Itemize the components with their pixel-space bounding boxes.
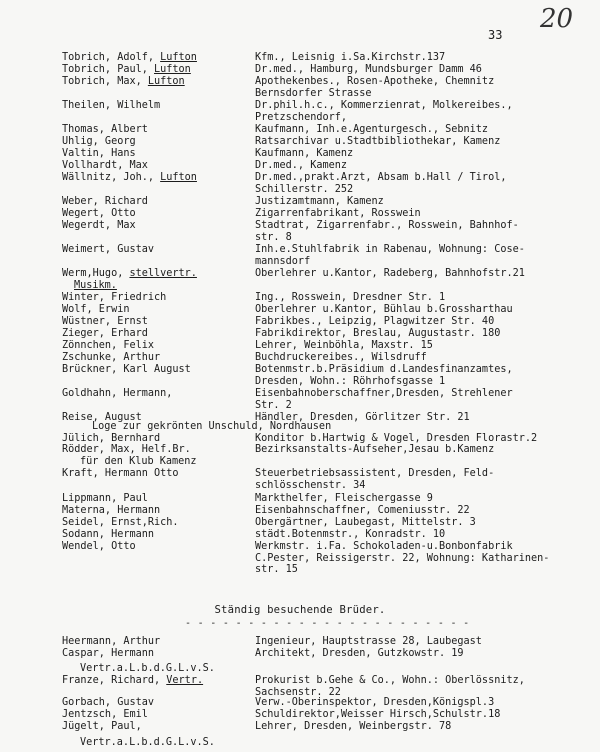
member-name <box>62 328 247 340</box>
detail-line: Buchdruckereibes., Wilsdruff <box>255 352 427 363</box>
member-name-text: Heermann, Arthur <box>62 636 161 647</box>
detail-line: Obergärtner, Laubegast, Mittelstr. 3 <box>255 517 476 528</box>
member-name-text: Seidel, Ernst,Rich. <box>62 517 179 528</box>
member-details <box>255 244 595 267</box>
member-details <box>255 268 595 280</box>
detail-line: Lehrer, Dresden, Weinbergstr. 78 <box>255 721 452 732</box>
member-name-text: Theilen, Wilhelm <box>62 100 161 111</box>
member-name-text: Zieger, Erhard <box>62 328 148 339</box>
member-name-text: Reise, August <box>62 412 142 423</box>
detail-line: str. 15 <box>255 564 298 576</box>
member-details <box>255 709 595 721</box>
detail-line: Bezirksanstalts-Aufseher,Jesau b.Kamenz <box>255 444 495 455</box>
member-details <box>255 352 595 364</box>
member-name <box>62 364 247 376</box>
member-name-text: Uhlig, Georg <box>62 136 136 147</box>
member-name <box>62 304 247 316</box>
detail-line: städt.Botenmstr., Konradstr. 10 <box>255 529 446 540</box>
member-name <box>62 292 247 304</box>
member-name-text: Brückner, Karl August <box>62 364 191 375</box>
club-note: für den Klub Kamenz <box>80 456 197 467</box>
member-title-underlined: Lufton <box>160 52 197 63</box>
member-name-text: Lippmann, Paul <box>62 493 148 504</box>
member-details <box>255 160 595 172</box>
member-details <box>255 493 595 505</box>
detail-line: Architekt, Dresden, Gutzkowstr. 19 <box>255 648 464 659</box>
detail-line: Oberlehrer u.Kantor, Bühlau b.Grossharthau <box>255 304 513 315</box>
detail-line: Konditor b.Hartwig & Vogel, Dresden Florastr.2 <box>255 433 538 444</box>
detail-line: Zigarrenfabrikant, Rosswein <box>255 208 421 219</box>
member-name <box>62 148 247 160</box>
member-name <box>62 76 247 88</box>
detail-line: Dr.med., Kamenz <box>255 160 348 171</box>
member-name <box>62 468 247 480</box>
member-name <box>62 136 247 148</box>
detail-line: Inh.e.Stuhlfabrik in Rabenau, Wohnung: Cose- <box>255 244 525 255</box>
member-details <box>255 505 595 517</box>
detail-line: Sachsenstr. 22 <box>255 686 341 698</box>
member-name <box>62 208 247 220</box>
detail-line: Werkmstr. i.Fa. Schokoladen-u.Bonbonfabrik <box>255 541 513 552</box>
member-details <box>255 388 595 411</box>
detail-line: C.Pester, Reissigerstr. 22, Wohnung: Katharinen- <box>255 552 550 564</box>
member-name <box>62 352 247 364</box>
member-name <box>62 697 247 709</box>
detail-line: Justizamtmann, Kamenz <box>255 196 384 207</box>
detail-line: Schuldirektor,Weisser Hirsch,Schulstr.18 <box>255 709 501 720</box>
member-details <box>255 648 595 660</box>
detail-line: Fabrikbes., Leipzig, Plagwitzer Str. 40 <box>255 316 495 327</box>
member-name <box>62 541 247 553</box>
detail-line: Verw.-Oberinspektor, Dresden,Königspl.3 <box>255 697 495 708</box>
member-name <box>62 124 247 136</box>
detail-line: Markthelfer, Fleischergasse 9 <box>255 493 433 504</box>
member-name-text: Wendel, Otto <box>62 541 136 552</box>
member-details <box>255 636 595 648</box>
member-name <box>62 52 247 64</box>
detail-line: str. 8 <box>255 231 292 243</box>
detail-line: Ratsarchivar u.Stadtbibliothekar, Kamenz <box>255 136 501 147</box>
member-name-text: Wegerdt, Max <box>62 220 136 231</box>
detail-line: Eisenbahnschaffner, Comeniusstr. 22 <box>255 505 470 516</box>
representative-note: Vertr.a.L.b.d.G.L.v.S. <box>80 737 215 748</box>
member-name-text: Wüstner, Ernst <box>62 316 148 327</box>
member-name-text: Sodann, Hermann <box>62 529 155 540</box>
member-title-underlined: Lufton <box>160 172 197 183</box>
member-name <box>62 709 247 721</box>
detail-line: Lehrer, Weinböhla, Maxstr. 15 <box>255 340 433 351</box>
member-name-text: Thomas, Albert <box>62 124 148 135</box>
member-title-underlined: Musikm. <box>74 279 117 291</box>
page-number: 33 <box>488 28 503 42</box>
member-name <box>62 648 247 660</box>
member-details <box>255 76 595 99</box>
member-name-text: Jügelt, Paul, <box>62 721 142 732</box>
member-name-text: Tobrich, Paul, <box>62 64 155 75</box>
member-name-text: Weber, Richard <box>62 196 148 207</box>
representative-note: Vertr.a.L.b.d.G.L.v.S. <box>80 663 215 674</box>
detail-line: Eisenbahnoberschaffner,Dresden, Strehlener <box>255 388 513 399</box>
lodge-note: Loge zur gekrönten Unschuld, Nordhausen <box>92 421 332 432</box>
member-details <box>255 444 595 456</box>
member-title-underlined: Lufton <box>154 64 191 75</box>
member-title-underlined: stellvertr. <box>129 268 197 279</box>
member-name-text: Materna, Hermann <box>62 505 161 516</box>
detail-line: Dresden, Wohn.: Röhrhofsgasse 1 <box>255 375 446 387</box>
member-name <box>62 517 247 529</box>
detail-line: Oberlehrer u.Kantor, Radeberg, Bahnhofstr.21 <box>255 268 525 279</box>
member-name-text: Franze, Richard, <box>62 675 167 686</box>
detail-line: Stadtrat, Zigarrenfabr., Rosswein, Bahnhof- <box>255 220 519 231</box>
member-details <box>255 541 595 576</box>
member-name-text: Jentzsch, Emil <box>62 709 148 720</box>
member-name <box>62 340 247 352</box>
member-details <box>255 468 595 491</box>
member-name <box>62 529 247 541</box>
detail-line: Pretzschendorf, <box>255 111 348 123</box>
detail-line: Prokurist b.Gehe & Co., Wohn.: Oberlössnitz, <box>255 675 525 686</box>
member-name-text: Rödder, Max, Helf.Br. <box>62 444 191 455</box>
member-name <box>62 64 247 76</box>
member-name <box>62 268 247 291</box>
member-details <box>255 697 595 709</box>
member-details <box>255 721 595 733</box>
member-details <box>255 340 595 352</box>
member-name <box>62 196 247 208</box>
detail-line: Dr.med., Hamburg, Mundsburger Damm 46 <box>255 64 482 75</box>
member-details <box>255 529 595 541</box>
member-details <box>255 172 595 195</box>
member-details <box>255 364 595 387</box>
member-name-text: Caspar, Hermann <box>62 648 155 659</box>
member-details <box>255 292 595 304</box>
member-name <box>62 316 247 328</box>
member-details <box>255 52 595 64</box>
member-name <box>62 444 247 456</box>
member-name-text: Wällnitz, Joh., <box>62 172 161 183</box>
member-name <box>62 244 247 256</box>
detail-line: Bernsdorfer Strasse <box>255 87 372 99</box>
member-name-text: Wolf, Erwin <box>62 304 130 315</box>
member-title-underlined: Vertr. <box>166 675 204 686</box>
member-name-text: Tobrich, Max, <box>62 76 148 87</box>
detail-line: Kaufmann, Inh.e.Agenturgesch., Sebnitz <box>255 124 489 135</box>
member-name <box>62 636 247 648</box>
member-name-text: Gorbach, Gustav <box>62 697 155 708</box>
member-name-text: Wegert, Otto <box>62 208 136 219</box>
member-details <box>255 100 595 123</box>
member-details <box>255 136 595 148</box>
member-name <box>62 160 247 172</box>
member-name-text: Tobrich, Adolf, <box>62 52 161 63</box>
member-details <box>255 148 595 160</box>
section-rule: - - - - - - - - - - - - - - - - - - - - - - - <box>185 618 470 629</box>
member-name <box>62 172 247 184</box>
member-name-text: Kraft, Hermann Otto <box>62 468 179 479</box>
member-details <box>255 517 595 529</box>
member-name-text: Werm,Hugo, <box>62 268 130 279</box>
member-details <box>255 675 595 698</box>
member-details <box>255 64 595 76</box>
member-name-text: Goldhahn, Hermann, <box>62 388 173 399</box>
member-name-text: Zschunke, Arthur <box>62 352 161 363</box>
member-details <box>255 304 595 316</box>
detail-line: Ingenieur, Hauptstrasse 28, Laubegast <box>255 636 482 647</box>
member-name-text: Valtin, Hans <box>62 148 136 159</box>
detail-line: Str. 2 <box>255 399 292 411</box>
member-name <box>62 100 247 112</box>
member-details <box>255 196 595 208</box>
member-name <box>62 493 247 505</box>
detail-line: schlösschenstr. 34 <box>255 479 366 491</box>
member-name <box>62 505 247 517</box>
member-name-text: Jülich, Bernhard <box>62 433 161 444</box>
member-name <box>62 220 247 232</box>
member-name <box>62 675 247 687</box>
detail-line: Händler, Dresden, Görlitzer Str. 21 <box>255 412 470 423</box>
detail-line: Dr.med.,prakt.Arzt, Absam b.Hall / Tirol, <box>255 172 507 183</box>
member-details <box>255 433 595 445</box>
member-details <box>255 220 595 243</box>
detail-line: Kfm., Leisnig i.Sa.Kirchstr.137 <box>255 52 446 63</box>
detail-line: Kaufmann, Kamenz <box>255 148 354 159</box>
member-title-underlined: Lufton <box>147 76 185 87</box>
member-name <box>62 721 247 733</box>
member-name-text: Weimert, Gustav <box>62 244 155 255</box>
member-name-text: Zönnchen, Felix <box>62 340 155 351</box>
member-details <box>255 124 595 136</box>
member-name-text: Winter, Friedrich <box>62 292 167 303</box>
handwritten-page-number: 20 <box>540 4 574 34</box>
member-details <box>255 328 595 340</box>
member-name-text: Vollhardt, Max <box>62 160 148 171</box>
detail-line: Apothekenbes., Rosen-Apotheke, Chemnitz <box>255 76 495 87</box>
member-name <box>62 388 247 400</box>
member-details <box>255 208 595 220</box>
member-details <box>255 316 595 328</box>
detail-line: Ing., Rosswein, Dresdner Str. 1 <box>255 292 446 303</box>
detail-line: Dr.phil.h.c., Kommerzienrat, Molkereibes., <box>255 100 513 111</box>
detail-line: Botenmstr.b.Präsidium d.Landesfinanzamtes, <box>255 364 513 375</box>
detail-line: mannsdorf <box>255 255 311 267</box>
section-heading: Ständig besuchende Brüder. <box>214 604 386 616</box>
detail-line: Fabrikdirektor, Breslau, Augustastr. 180 <box>255 328 501 339</box>
detail-line: Steuerbetriebsassistent, Dresden, Feld- <box>255 468 495 479</box>
member-name <box>62 433 247 445</box>
detail-line: Schillerstr. 252 <box>255 183 354 195</box>
